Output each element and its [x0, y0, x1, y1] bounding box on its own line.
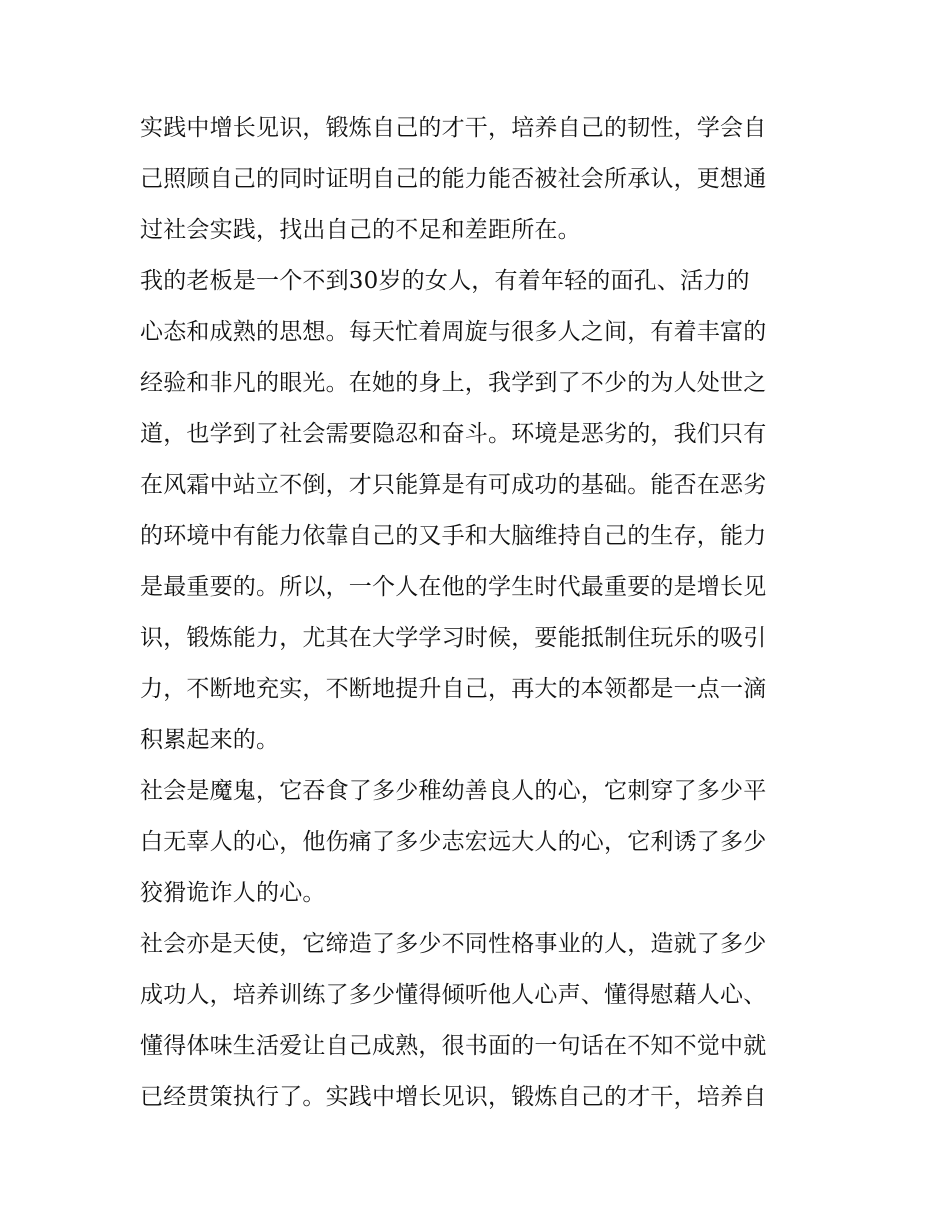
text-line: 成功人，培养训练了多少懂得倾听他人心声、懂得慰藉人心、 [140, 982, 767, 1008]
text-line: 过社会实践，找出自己的不足和差距所在。 [140, 217, 581, 243]
text-line: 的环境中有能力依靠自己的又手和大脑维持自己的生存，能力 [140, 523, 767, 549]
text-line: 社会是魔鬼，它吞食了多少稚幼善良人的心，它刺穿了多少平 [140, 778, 767, 804]
text-line: 社会亦是天使，它缔造了多少不同性格事业的人，造就了多少 [140, 931, 767, 957]
text-line: 狡猾诡诈人的心。 [140, 880, 326, 906]
text-line: 已经贯策执行了。实践中增长见识，锻炼自己的才干，培养自 [140, 1084, 767, 1110]
text-line: 在风霜中站立不倒，才只能算是有可成功的基础。能否在恶劣 [140, 472, 767, 498]
text-line: 道，也学到了社会需要隐忍和奋斗。环境是恶劣的，我们只有 [140, 421, 767, 447]
text-line: 经验和非凡的眼光。在她的身上，我学到了不少的为人处世之 [140, 370, 767, 396]
text-line: 实践中增长见识，锻炼自己的才干，培养自己的韧性，学会自 [140, 115, 767, 141]
text-line: 白无辜人的心，他伤痛了多少志宏远大人的心，它利诱了多少 [140, 829, 767, 855]
text-line: 己照顾自己的同时证明自己的能力能否被社会所承认，更想通 [140, 166, 767, 192]
text-line: 心态和成熟的思想。每天忙着周旋与很多人之间，有着丰富的 [140, 319, 767, 345]
document-body [140, 103, 812, 1123]
text-line: 我的老板是一个不到30岁的女人，有着年轻的面孔、活力的 [140, 268, 750, 294]
text-line: 积累起来的。 [140, 727, 280, 753]
text-line: 识，锻炼能力，尤其在大学学习时候，要能抵制住玩乐的吸引 [140, 625, 767, 651]
text-line: 力，不断地充实，不断地提升自己，再大的本领都是一点一滴 [140, 676, 767, 702]
text-line: 懂得体味生活爱让自己成熟，很书面的一句话在不知不觉中就 [140, 1033, 767, 1059]
text-line: 是最重要的。所以，一个人在他的学生时代最重要的是增长见 [140, 574, 767, 600]
